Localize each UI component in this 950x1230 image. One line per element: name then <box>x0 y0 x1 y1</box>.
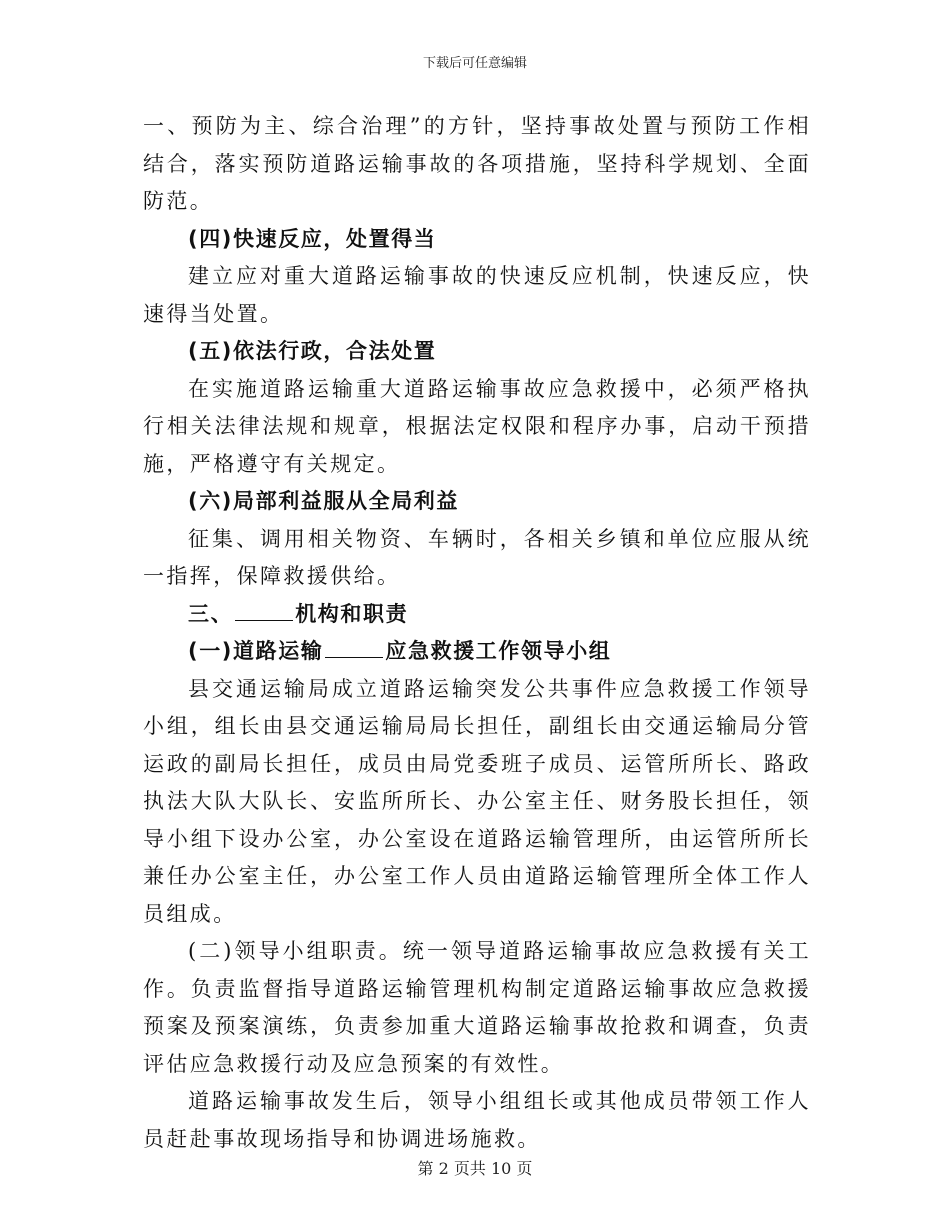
paragraph-leading-group: 县交通运输局成立道路运输突发公共事件应急救援工作领导小组，组长由县交通运输局局长担任，副组长由交通运输局分管运政的副局长担任，成员由局党委班子成员、运管所所长、路政执法大队大队长、安监所所长、办公室主任、财务股长担任，领导小组下设办公室，办公室设在道路运输管理所，由运管所所长兼任办公室主任，办公室工作人员由道路运输管理所全体工作人员组成。 <box>143 676 811 926</box>
heading-organization-suffix: 机构和职责 <box>295 601 409 626</box>
heading-organization-prefix: 三、 <box>188 601 234 626</box>
heading-leading-group <box>143 633 811 671</box>
blank-underline <box>235 600 293 621</box>
heading-lawful-administration: (五)依法行政，合法处置 <box>188 339 437 363</box>
heading-leading-group-suffix: 应急救援工作领导小组 <box>385 639 612 663</box>
blank-underline <box>325 637 383 658</box>
paragraph-quick-response: 建立应对重大道路运输事故的快速反应机制，快速反应，快速得当处置。 <box>143 264 811 326</box>
page-footer: 第 2 页共 10 页 <box>417 1159 533 1178</box>
heading-organization-duties <box>143 596 811 634</box>
heading-overall-interest: (六)局部利益服从全局利益 <box>188 489 459 513</box>
heading-quick-response: (四)快速反应，处置得当 <box>188 226 437 251</box>
heading-leading-group-prefix: (一)道路运输 <box>188 639 324 663</box>
paragraph-group-duties: (二)领导小组职责。统一领导道路运输事故应急救援有关工作。负责监督指导道路运输管理机构制定道路运输事故应急救援预案及预案演练，负责参加重大道路运输事故抢救和调查，负责评估应急救援行动及应急预案的有效性。 <box>143 939 811 1076</box>
page-header: 下载后可任意编辑 <box>422 56 527 71</box>
paragraph-on-site-guidance: 道路运输事故发生后，领导小组组长或其他成员带领工作人员赶赴事故现场指导和协调进场施救。 <box>143 1089 811 1151</box>
paragraph-principle-prevention: 一、预防为主、综合治理”的方针，坚持事故处置与预防工作相结合，落实预防道路运输事故的各项措施，坚持科学规划、全面防范。 <box>143 114 811 213</box>
paragraph-overall-interest: 征集、调用相关物资、车辆时，各相关乡镇和单位应服从统一指挥，保障救援供给。 <box>143 526 811 588</box>
document-body <box>143 108 811 1158</box>
paragraph-lawful-administration: 在实施道路运输重大道路运输事故应急救援中，必须严格执行相关法律法规和规章，根据法定权限和程序办事，启动干预措施，严格遵守有关规定。 <box>143 376 811 476</box>
